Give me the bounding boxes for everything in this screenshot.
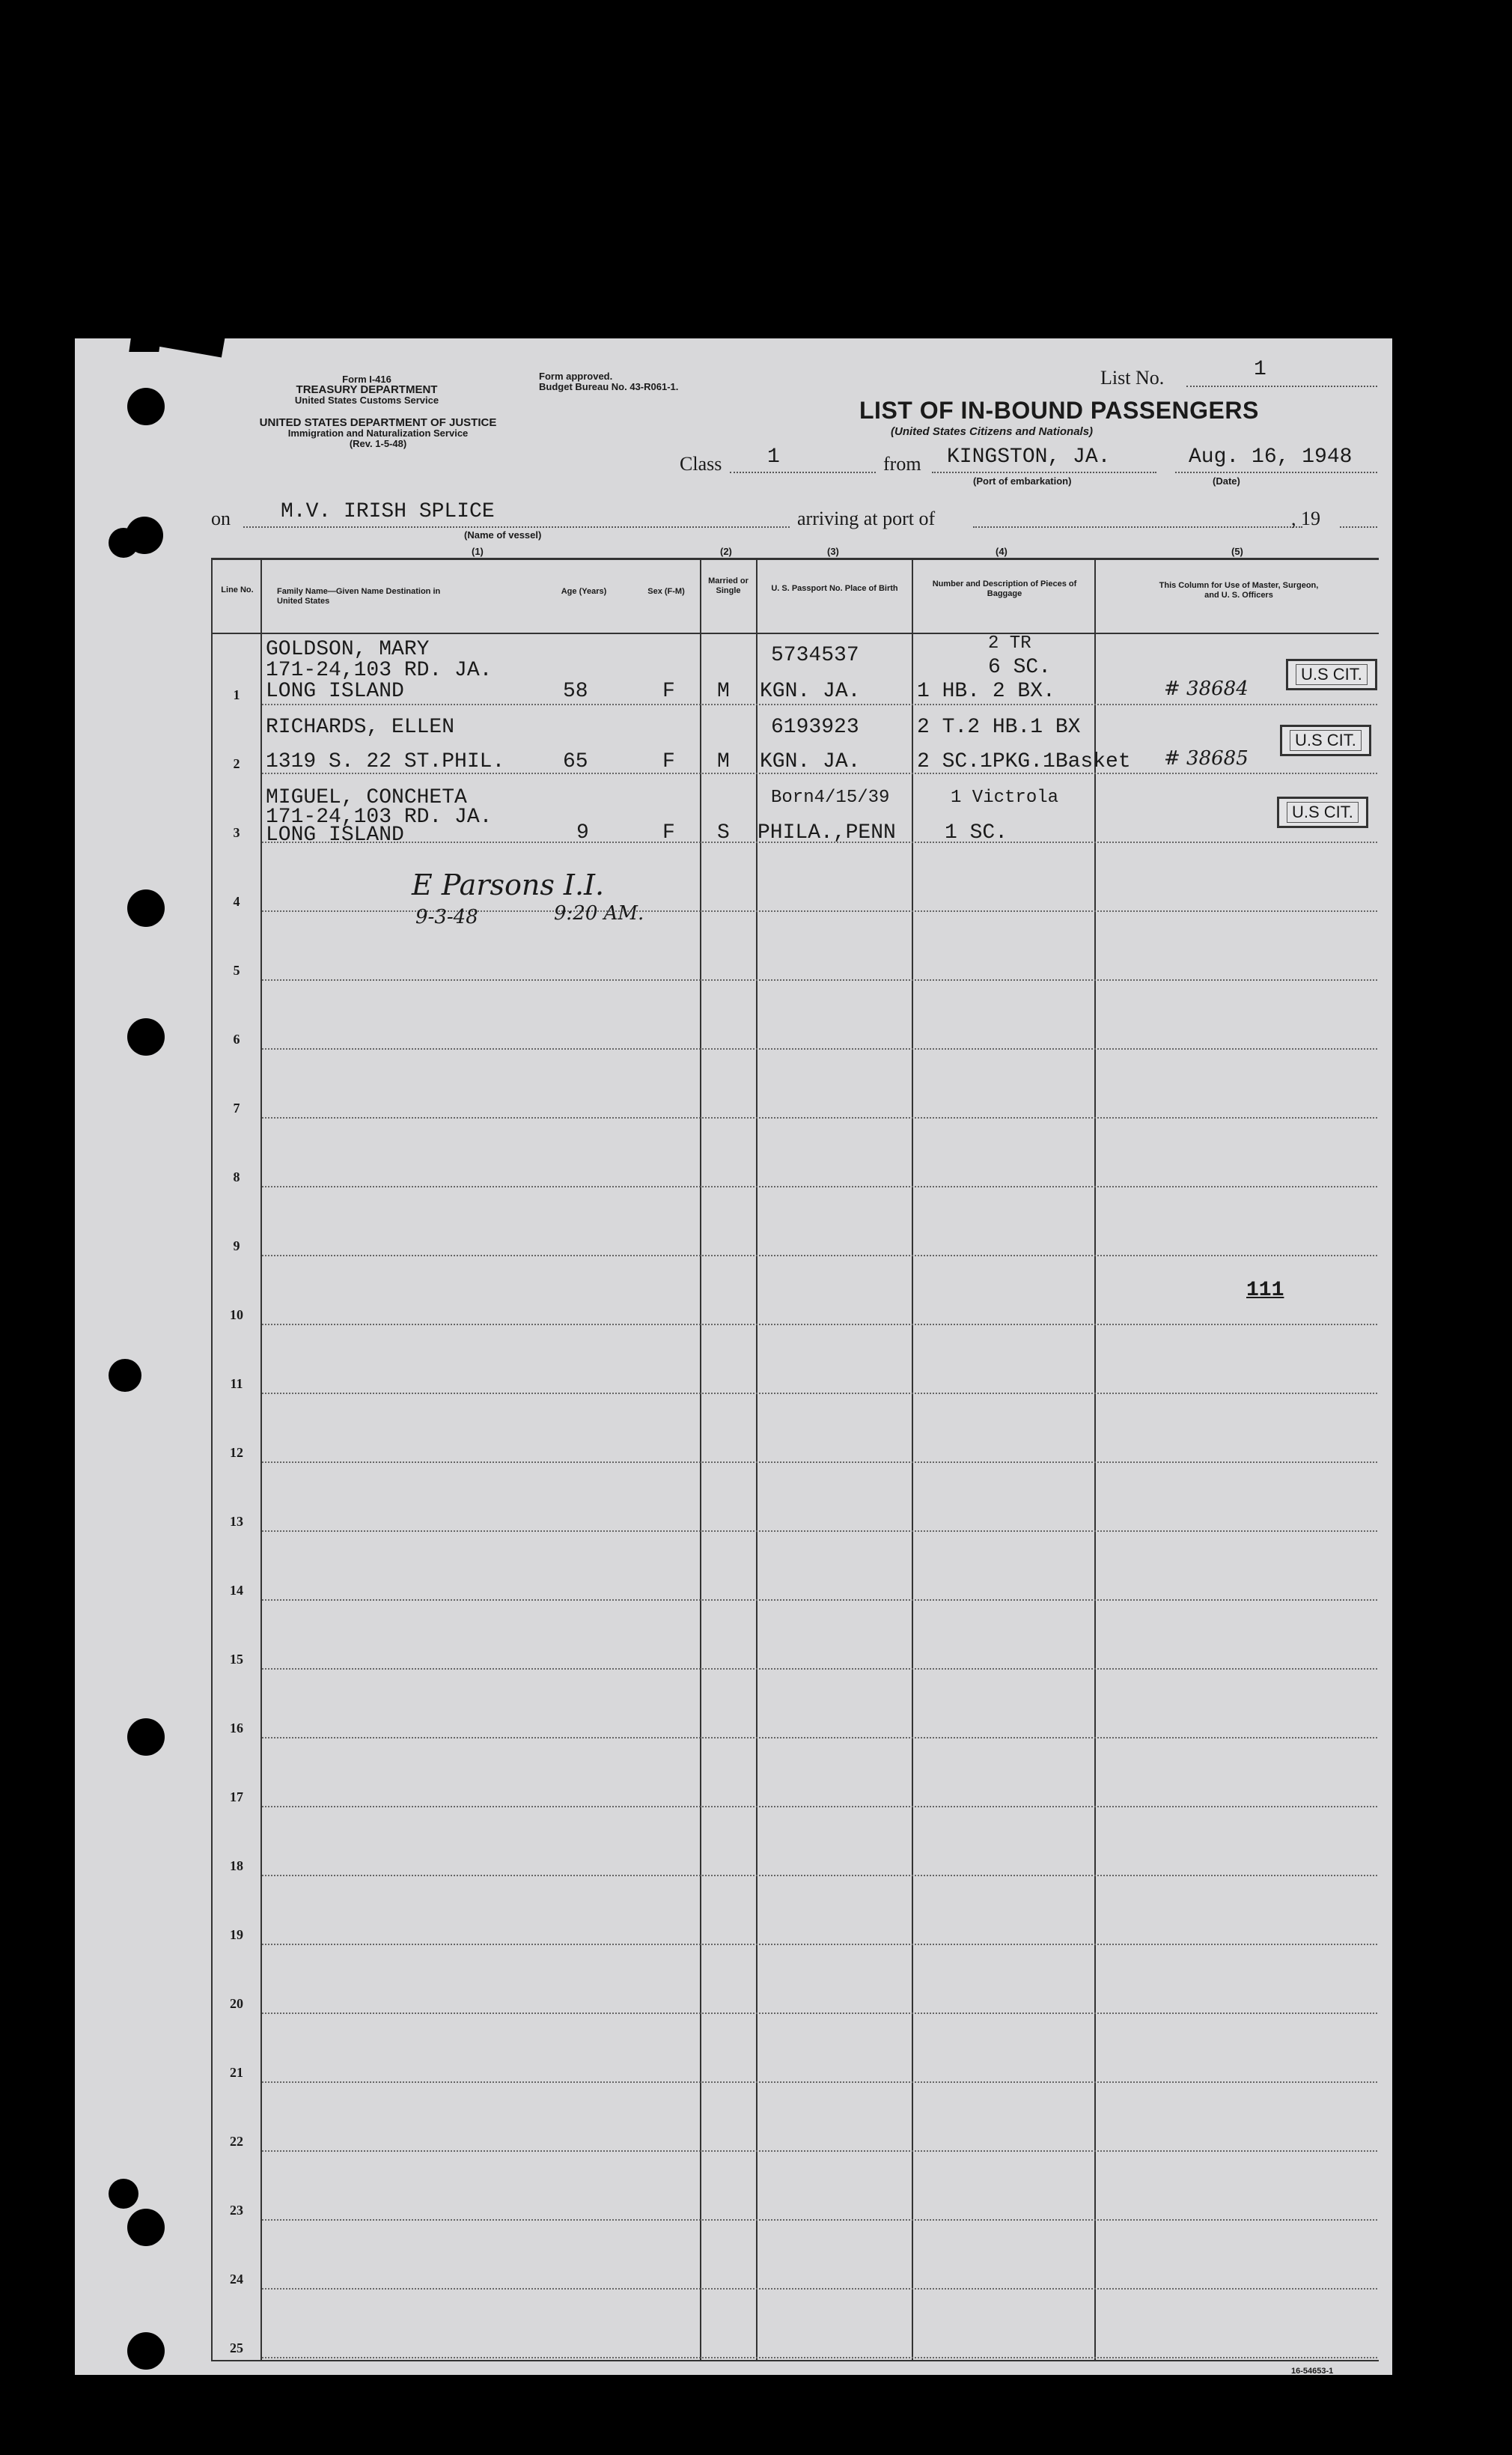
stamp-text: U.S CIT. [1287,802,1359,823]
passenger-sex: F [662,750,675,773]
inspector-signature: E Parsons I.I. [412,868,605,901]
line-number: 9 [233,1238,240,1253]
col-num-1: (1) [472,546,484,557]
list-no-line [1186,386,1377,387]
binder-hole [127,889,165,927]
date-caption: (Date) [1213,475,1240,487]
signature-time: 9:20 AM. [554,902,644,925]
citizen-stamp [1280,725,1371,756]
baggage: 2 TR [988,633,1031,654]
line-number: 13 [230,1514,243,1529]
row-line [262,1393,1377,1394]
row-line [262,704,1377,705]
approval-block [539,371,678,392]
justice-dept: UNITED STATES DEPARTMENT OF JUSTICE [259,416,497,429]
arriving-label: arriving at port of [797,508,936,529]
row-line [262,1875,1377,1876]
page-title: LIST OF IN-BOUND PASSENGERS [859,397,1259,424]
footer-code: 16-54653-1 [1291,2367,1334,2376]
row-line [262,2150,1377,2152]
col-sep-line [260,558,262,2361]
baggage: 1 Victrola [951,788,1059,808]
page-subtitle: (United States Citizens and Nationals) [891,425,1094,438]
line-number: 12 [230,1445,243,1460]
date-line [1175,472,1377,473]
col-header-marital: Married or Single [708,577,749,595]
port-line [932,472,1156,473]
col-header-baggage: Number and Description of Pieces of Baggage [932,579,1077,598]
line-number: 18 [230,1858,243,1873]
binder-hole [127,388,165,425]
birth-place: PHILA.,PENN [757,821,896,845]
row-line [262,1806,1377,1807]
binder-hole [127,1018,165,1056]
col-header-age: Age (Years) [561,587,607,596]
passenger-age: 65 [563,750,588,773]
stamp-text: U.S CIT. [1290,730,1362,751]
line-number: 14 [230,1583,243,1598]
line-number: 24 [230,2272,243,2287]
line-number: 23 [230,2203,243,2218]
line-number: 19 [230,1927,243,1942]
passenger-marital: M [717,680,730,703]
line-number: 1 [233,687,240,702]
col-num-3: (3) [827,546,839,557]
officer-note: # 38685 [1164,747,1249,770]
passenger-address: 171-24,103 RD. JA. [266,806,493,829]
vessel-line [243,526,790,528]
binder-hole [127,2332,165,2370]
row-line [262,1668,1377,1670]
binder-hole [109,2179,138,2209]
citizen-stamp [1286,659,1377,690]
col-sep-passport [912,558,913,2361]
passport-number: 5734537 [771,644,859,667]
col-header-sex: Sex (F-M) [647,587,685,596]
passport-number: 6193923 [771,716,859,739]
table-bottom [211,2360,1379,2361]
line-number: 20 [230,1996,243,2011]
vessel-value: M.V. IRISH SPLICE [281,500,495,523]
line-number: 5 [233,963,240,978]
class-line [730,472,876,473]
port-caption: (Port of embarkation) [973,475,1072,487]
header-bottom [211,633,1379,634]
baggage: 1 SC. [945,821,1008,845]
form-approved: Form approved. [539,371,613,382]
officer-note: # 38684 [1164,678,1249,700]
col-header-passport: U. S. Passport No. Place of Birth [771,584,898,593]
row-line [262,1944,1377,1945]
line-number: 7 [233,1101,240,1116]
from-label: from [883,453,921,475]
form-number-block [269,374,464,406]
on-label: on [211,508,231,529]
passport-number: Born4/15/39 [771,788,890,808]
row-line [262,2013,1377,2014]
date-value: Aug. 16, 1948 [1189,445,1353,469]
arriving-line [973,526,1302,528]
row-line [262,1255,1377,1256]
row-line [262,1117,1377,1119]
row-line [262,1324,1377,1325]
year-line [1340,526,1377,528]
binder-hole [109,1359,141,1392]
passenger-name: GOLDSON, MARY [266,638,430,661]
justice-block [210,418,546,449]
line-number: 25 [230,2340,243,2355]
row-line [262,1530,1377,1532]
col-sep-name [700,558,701,2361]
row-line [262,2081,1377,2083]
line-number: 15 [230,1652,243,1667]
col-header-line: Line No. [221,585,254,594]
row-line [262,1048,1377,1050]
revision: (Rev. 1-5-48) [349,438,407,449]
port-value: KINGSTON, JA. [947,445,1111,469]
row-line [262,1599,1377,1601]
passenger-address: 171-24,103 RD. JA. [266,659,493,682]
form-number: Form I-416 [342,374,391,385]
binder-hole [127,1718,165,1756]
line-number: 6 [233,1032,240,1047]
row-line [262,1461,1377,1463]
passenger-address: LONG ISLAND [266,824,404,847]
passenger-address: LONG ISLAND [266,680,404,703]
baggage: 1 HB. 2 BX. [917,680,1055,703]
row-line [262,1737,1377,1738]
birth-place: KGN. JA. [760,680,861,703]
passenger-marital: M [717,750,730,773]
line-number: 2 [233,756,240,771]
row-line [262,2357,1377,2358]
year-label: , 19 [1291,508,1320,529]
budget-bureau: Budget Bureau No. 43-R061-1. [539,381,679,392]
citizen-stamp [1277,797,1368,828]
col-sep-baggage [1094,558,1096,2361]
birth-place: KGN. JA. [760,750,861,773]
passenger-name: RICHARDS, ELLEN [266,716,455,739]
list-no-label: List No. [1100,367,1165,389]
customs-service: United States Customs Service [294,395,439,406]
line-number: 3 [233,825,240,840]
line-number: 4 [233,894,240,909]
passenger-sex: F [662,680,675,703]
stamp-text: U.S CIT. [1296,664,1368,685]
col-header-officers: This Column for Use of Master, Surgeon, and U. S. Officers [1159,581,1319,600]
line-number: 8 [233,1169,240,1184]
passenger-marital: S [717,821,730,845]
col-num-5: (5) [1231,546,1243,557]
line-number: 17 [230,1789,243,1804]
binder-hole [109,528,138,558]
table-left [211,558,213,2361]
passenger-sex: F [662,821,675,845]
row-line [262,1186,1377,1187]
row-line [262,979,1377,981]
baggage: 6 SC. [988,656,1052,679]
passenger-name: MIGUEL, CONCHETA [266,786,467,809]
baggage: 2 T.2 HB.1 BX [917,716,1081,739]
class-value: 1 [767,445,780,469]
margin-mark: 111 [1246,1279,1284,1302]
vessel-caption: (Name of vessel) [464,529,542,541]
col-num-2: (2) [720,546,732,557]
row-line [262,2219,1377,2221]
passenger-age: 58 [563,680,588,703]
class-label: Class [680,453,722,475]
table-top [211,558,1379,560]
passenger-address: 1319 S. 22 ST.PHIL. [266,750,505,773]
line-number: 16 [230,1721,243,1735]
line-number: 22 [230,2134,243,2149]
col-header-name: Family Name—Given Name Destination in United States [277,587,441,606]
binder-hole [127,2209,165,2246]
baggage: 2 SC.1PKG.1Basket [917,750,1131,773]
line-number: 10 [230,1307,243,1322]
col-num-4: (4) [996,546,1008,557]
treasury-dept: TREASURY DEPARTMENT [296,383,438,396]
ins-service: Immigration and Naturalization Service [287,428,469,439]
line-number: 11 [230,1376,243,1391]
list-no-value: 1 [1254,358,1266,381]
signature-date: 9-3-48 [415,906,478,928]
line-number: 21 [230,2065,243,2080]
passenger-age: 9 [576,821,589,845]
row-line [262,2288,1377,2290]
